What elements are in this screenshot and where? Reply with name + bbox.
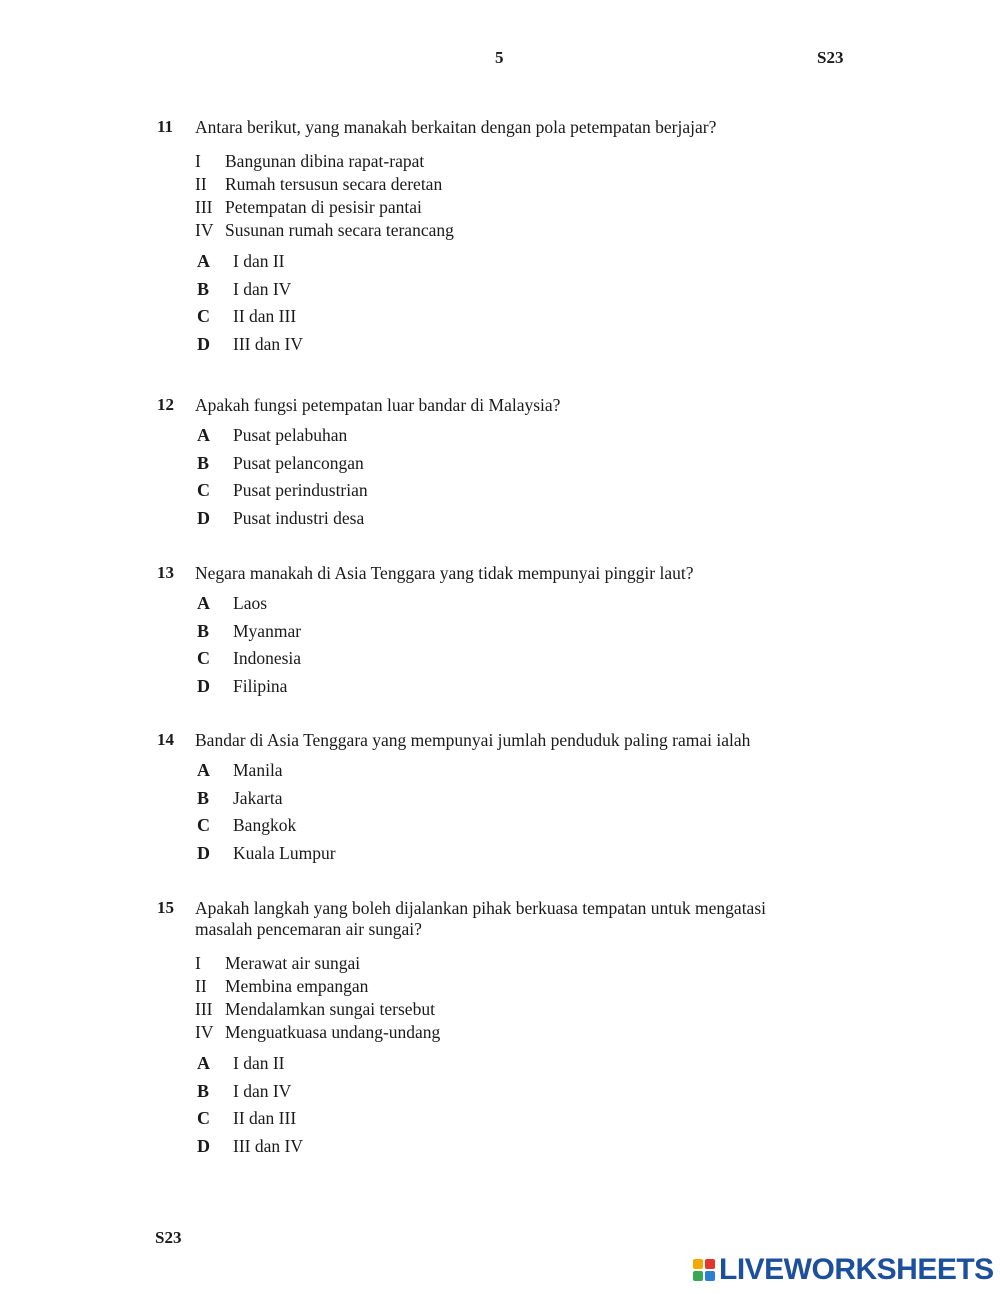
question-number: 14 bbox=[157, 730, 174, 749]
statement-text: Petempatan di pesisir pantai bbox=[225, 197, 422, 217]
option-list bbox=[197, 590, 857, 700]
page-number: 5 bbox=[495, 48, 504, 67]
option-list bbox=[197, 422, 857, 532]
question-number: 15 bbox=[157, 898, 174, 917]
statement bbox=[195, 1021, 857, 1044]
option-b[interactable] bbox=[197, 618, 857, 646]
option-letter: C bbox=[197, 1108, 210, 1129]
option-letter: B bbox=[197, 278, 210, 299]
option-text: II dan III bbox=[233, 1108, 297, 1129]
option-letter: A bbox=[197, 251, 210, 272]
paper-code: S23 bbox=[817, 48, 844, 67]
question-text: Negara manakah di Asia Tenggara yang tidak mempunyai pinggir laut? bbox=[195, 563, 694, 583]
liveworksheets-logo-icon bbox=[693, 1259, 715, 1281]
question-14 bbox=[157, 730, 857, 867]
option-text: Pusat perindustrian bbox=[233, 480, 368, 501]
option-text: Filipina bbox=[233, 676, 288, 697]
statement-list bbox=[195, 952, 857, 1044]
option-d[interactable] bbox=[197, 505, 857, 533]
question-text: Antara berikut, yang manakah berkaitan dengan pola petempatan berjajar? bbox=[195, 117, 717, 137]
question-15 bbox=[157, 898, 857, 1160]
option-text: Pusat pelancongan bbox=[233, 452, 364, 473]
option-b[interactable] bbox=[197, 450, 857, 478]
option-a[interactable] bbox=[197, 757, 857, 785]
statement-numeral: IV bbox=[195, 1022, 214, 1042]
statement bbox=[195, 196, 857, 219]
option-a[interactable] bbox=[197, 422, 857, 450]
option-text: Bangkok bbox=[233, 815, 297, 836]
question-text-line: Apakah langkah yang boleh dijalankan pihak berkuasa tempatan untuk mengatasi bbox=[195, 898, 766, 918]
option-text: I dan IV bbox=[233, 1080, 292, 1101]
statement-numeral: III bbox=[195, 197, 213, 217]
statement bbox=[195, 975, 857, 998]
statement bbox=[195, 150, 857, 173]
option-text: III dan IV bbox=[233, 334, 303, 355]
option-b[interactable] bbox=[197, 1078, 857, 1106]
statement-text: Bangunan dibina rapat-rapat bbox=[225, 151, 425, 171]
option-c[interactable] bbox=[197, 477, 857, 505]
option-text: I dan II bbox=[233, 251, 285, 272]
option-letter: B bbox=[197, 452, 210, 473]
statement-numeral: III bbox=[195, 999, 213, 1019]
liveworksheets-logo-text: LIVEWORKSHEETS bbox=[719, 1253, 994, 1286]
option-c[interactable] bbox=[197, 1105, 857, 1133]
option-text: Pusat industri desa bbox=[233, 508, 365, 529]
option-a[interactable] bbox=[197, 1050, 857, 1078]
option-letter: B bbox=[197, 620, 210, 641]
option-text: II dan III bbox=[233, 306, 297, 327]
option-c[interactable] bbox=[197, 303, 857, 331]
question-12 bbox=[157, 395, 857, 532]
statement-list bbox=[195, 150, 857, 242]
statement-text: Membina empangan bbox=[225, 976, 369, 996]
statement-numeral: II bbox=[195, 976, 207, 996]
option-letter: C bbox=[197, 480, 210, 501]
statement-text: Merawat air sungai bbox=[225, 953, 361, 973]
question-text bbox=[195, 898, 857, 940]
option-b[interactable] bbox=[197, 785, 857, 813]
option-letter: C bbox=[197, 648, 210, 669]
statement-text: Susunan rumah secara terancang bbox=[225, 220, 454, 240]
option-letter: D bbox=[197, 1136, 210, 1157]
statement-text: Rumah tersusun secara deretan bbox=[225, 174, 443, 194]
option-letter: D bbox=[197, 843, 210, 864]
option-d[interactable] bbox=[197, 840, 857, 868]
liveworksheets-logo[interactable] bbox=[693, 1253, 994, 1287]
footer-paper-code: S23 bbox=[155, 1228, 182, 1247]
option-a[interactable] bbox=[197, 248, 857, 276]
statement-numeral: II bbox=[195, 174, 207, 194]
option-letter: A bbox=[197, 425, 210, 446]
option-letter: A bbox=[197, 760, 210, 781]
option-c[interactable] bbox=[197, 812, 857, 840]
option-text: Manila bbox=[233, 760, 283, 781]
statement bbox=[195, 219, 857, 242]
option-text: Jakarta bbox=[233, 787, 283, 808]
question-number: 11 bbox=[157, 117, 174, 136]
option-letter: B bbox=[197, 1080, 210, 1101]
option-text: Laos bbox=[233, 593, 268, 614]
option-d[interactable] bbox=[197, 331, 857, 359]
statement bbox=[195, 952, 857, 975]
option-text: Kuala Lumpur bbox=[233, 843, 336, 864]
question-text-line: masalah pencemaran air sungai? bbox=[195, 919, 422, 939]
option-letter: B bbox=[197, 787, 210, 808]
question-11 bbox=[157, 117, 857, 358]
statement-numeral: IV bbox=[195, 220, 214, 240]
option-letter: C bbox=[197, 306, 210, 327]
option-letter: C bbox=[197, 815, 210, 836]
option-letter: D bbox=[197, 334, 210, 355]
option-letter: A bbox=[197, 1053, 210, 1074]
question-13 bbox=[157, 563, 857, 700]
question-number: 12 bbox=[157, 395, 174, 414]
option-text: Pusat pelabuhan bbox=[233, 425, 348, 446]
statement-numeral: I bbox=[195, 151, 201, 171]
statement bbox=[195, 998, 857, 1021]
option-letter: D bbox=[197, 676, 210, 697]
option-letter: A bbox=[197, 593, 210, 614]
statement bbox=[195, 173, 857, 196]
question-number: 13 bbox=[157, 563, 174, 582]
option-text: Myanmar bbox=[233, 620, 302, 641]
question-text: Bandar di Asia Tenggara yang mempunyai jumlah penduduk paling ramai ialah bbox=[195, 730, 751, 750]
option-text: I dan II bbox=[233, 1053, 285, 1074]
option-c[interactable] bbox=[197, 645, 857, 673]
option-b[interactable] bbox=[197, 276, 857, 304]
option-d[interactable] bbox=[197, 1133, 857, 1161]
statement-numeral: I bbox=[195, 953, 201, 973]
option-d[interactable] bbox=[197, 673, 857, 701]
statement-text: Mendalamkan sungai tersebut bbox=[225, 999, 435, 1019]
option-text: I dan IV bbox=[233, 278, 292, 299]
option-a[interactable] bbox=[197, 590, 857, 618]
option-text: III dan IV bbox=[233, 1136, 303, 1157]
option-letter: D bbox=[197, 508, 210, 529]
option-list bbox=[197, 248, 857, 358]
option-list bbox=[197, 757, 857, 867]
option-list bbox=[197, 1050, 857, 1160]
question-text: Apakah fungsi petempatan luar bandar di Malaysia? bbox=[195, 395, 561, 415]
statement-text: Menguatkuasa undang-undang bbox=[225, 1022, 441, 1042]
option-text: Indonesia bbox=[233, 648, 302, 669]
